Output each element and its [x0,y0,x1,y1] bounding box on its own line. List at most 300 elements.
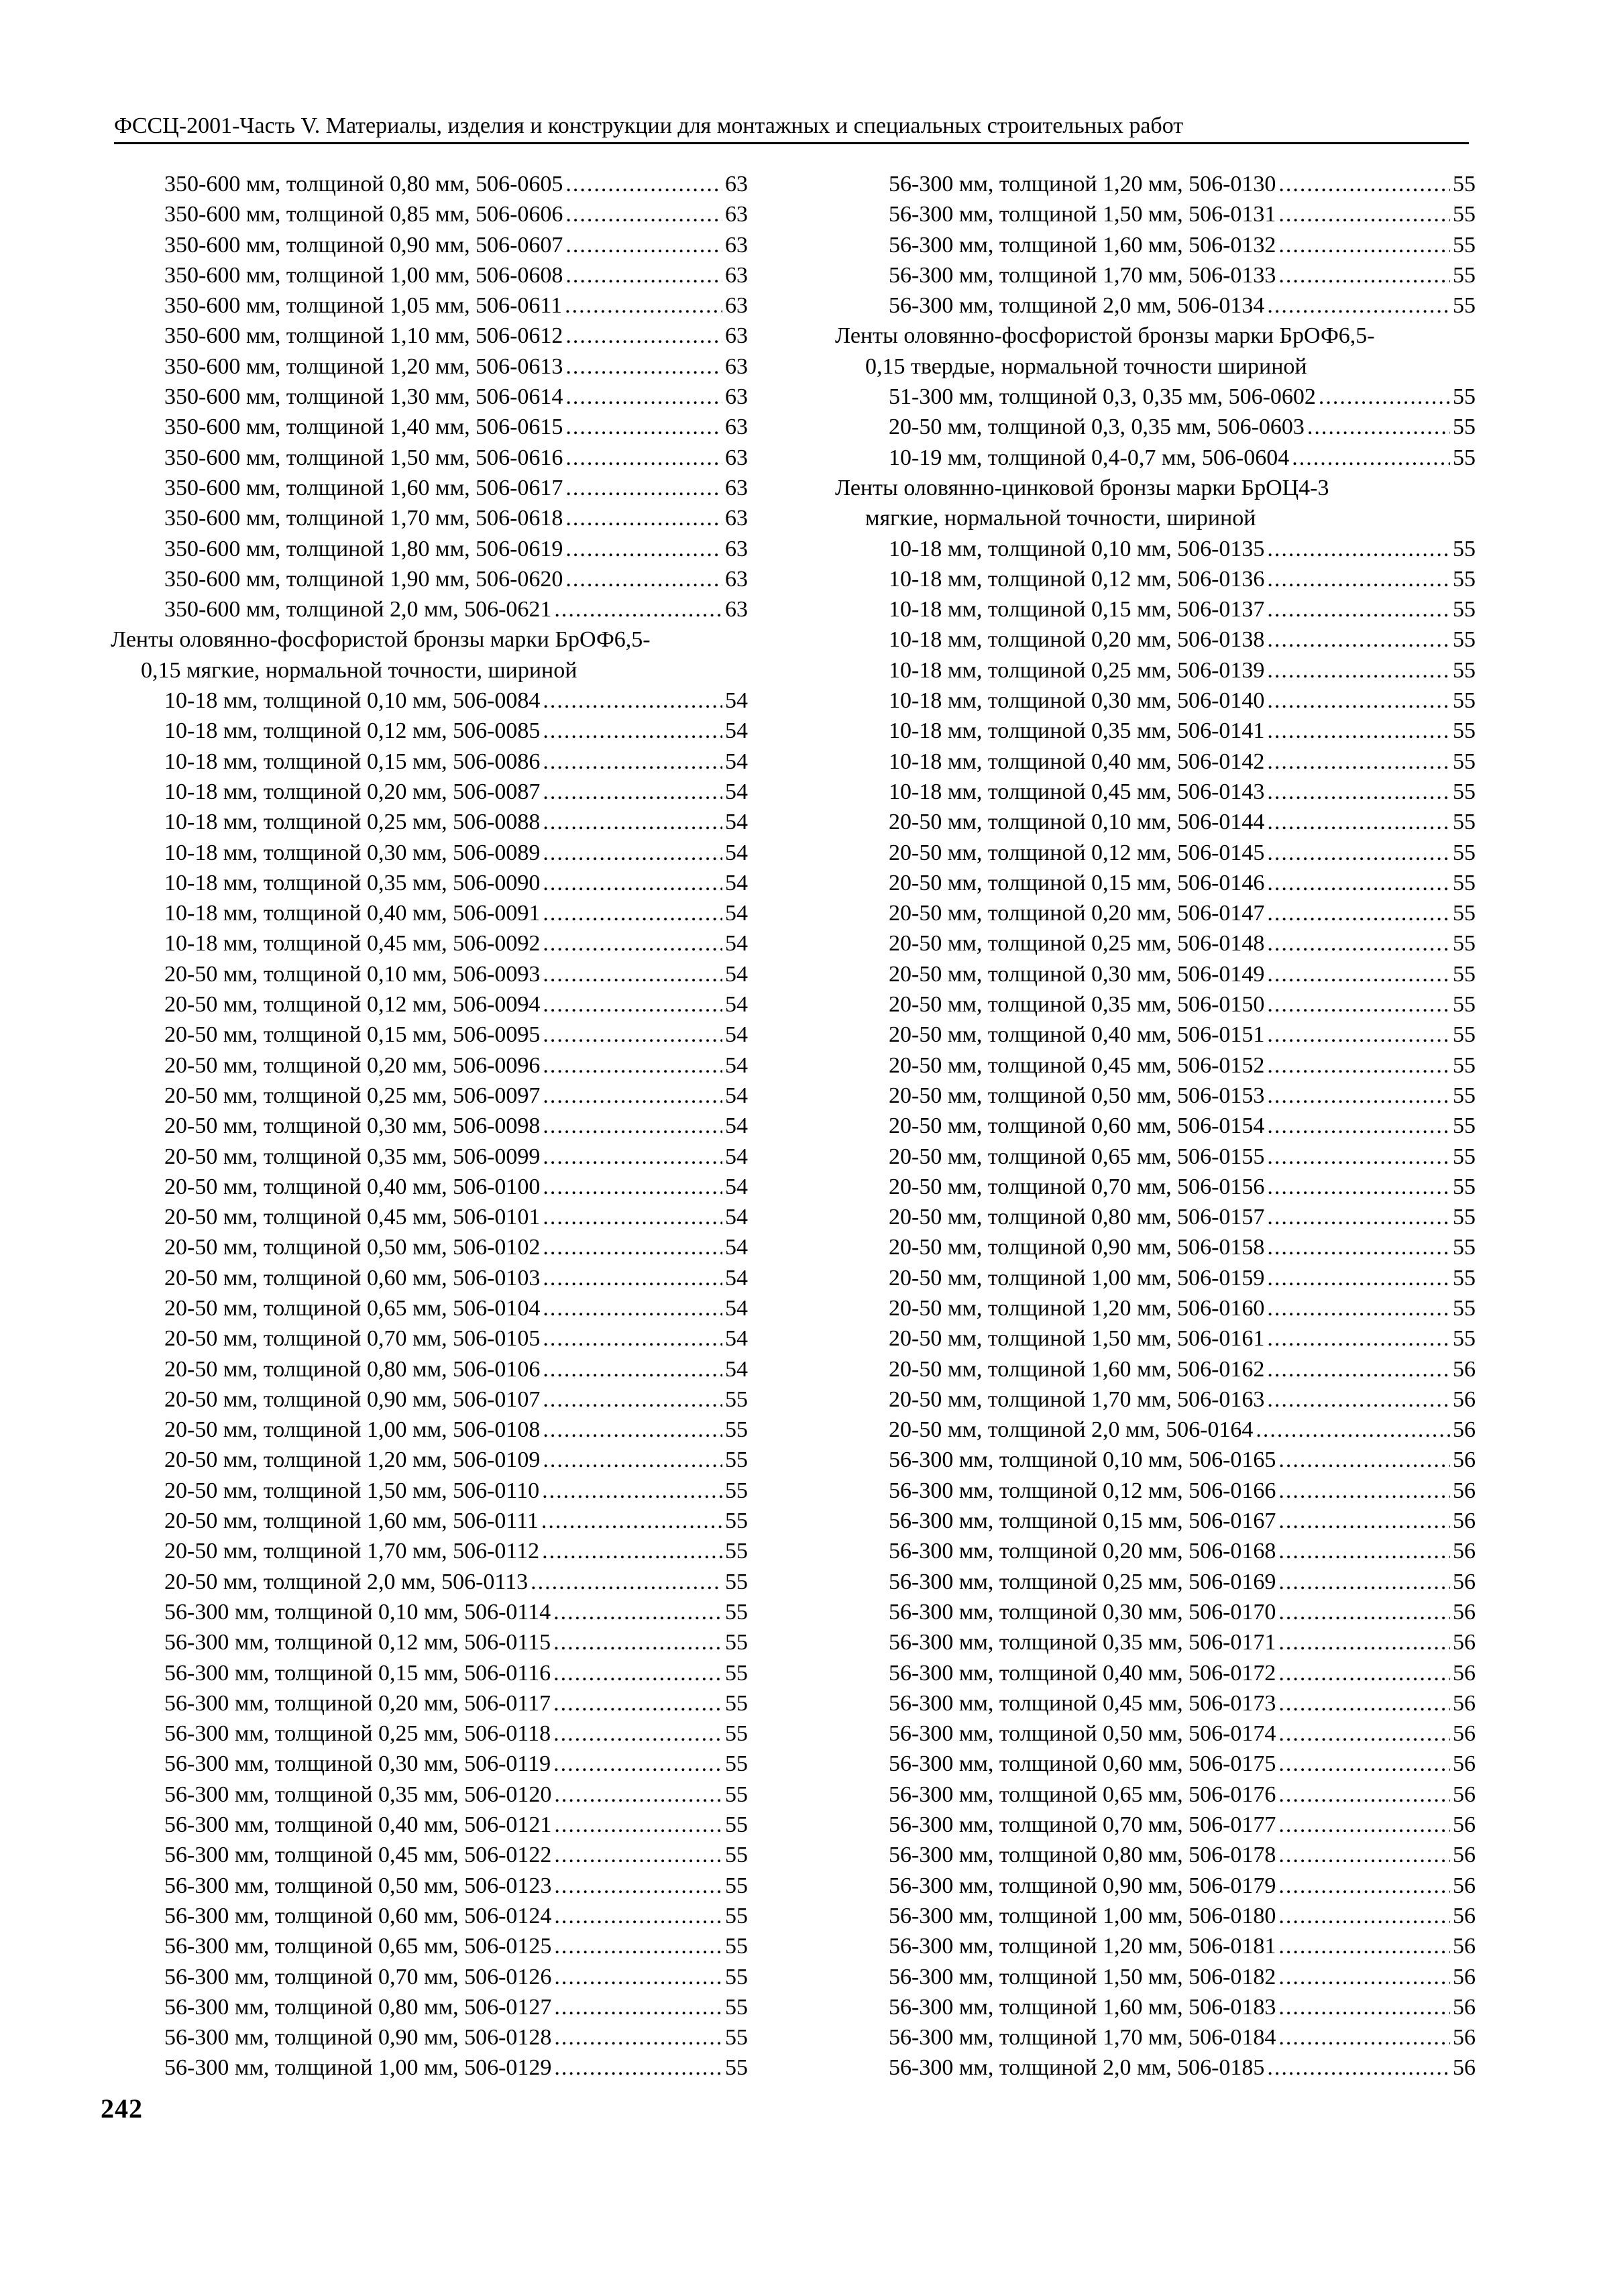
index-entry-text: 10-18 мм, толщиной 0,45 мм, 506-0143 [889,779,1265,804]
index-entry-text: 350-600 мм, толщиной 0,85 мм, 506-0606 [164,202,563,227]
index-entry-text: 56-300 мм, толщиной 0,50 мм, 506-0174 [889,1721,1276,1747]
index-entry [835,2022,1476,2053]
index-entry-page: 55 [725,1721,748,1747]
dot-leader [553,1597,722,1627]
index-entry-text: 10-18 мм, толщиной 0,30 мм, 506-0140 [889,688,1265,714]
index-entry [111,1050,748,1081]
index-entry [111,1536,748,1566]
index-entry [111,2022,748,2053]
index-entry-page: 56 [1453,1721,1476,1747]
index-entry-text: 56-300 мм, толщиной 2,0 мм, 506-0185 [889,2055,1265,2081]
index-entry [111,989,748,1020]
index-entry-text: 20-50 мм, толщиной 0,30 мм, 506-0149 [889,961,1265,987]
index-entry-text: 20-50 мм, толщиной 0,35 мм, 506-0150 [889,992,1265,1018]
index-entry-text: 350-600 мм, толщиной 1,90 мм, 506-0620 [164,566,563,592]
index-entry-text: 10-18 мм, толщиной 0,10 мм, 506-0084 [164,688,541,714]
index-entry-text: 10-18 мм, толщиной 0,35 мм, 506-0090 [164,870,541,895]
index-entry-text: 20-50 мм, толщиной 0,10 мм, 506-0144 [889,810,1265,835]
index-entry [835,1323,1476,1354]
index-entry-page: 55 [1453,931,1476,956]
index-entry [111,1081,748,1111]
index-entry-page: 55 [725,1903,748,1928]
index-entry-page: 55 [1453,657,1476,683]
dot-leader [543,1020,722,1050]
index-entry-text: 56-300 мм, толщиной 1,70 мм, 506-0184 [889,2025,1276,2051]
dot-leader [543,807,722,837]
index-entry [835,1415,1476,1445]
index-entry [111,1506,748,1536]
index-entry [835,1476,1476,1506]
dot-leader [1267,1232,1450,1262]
index-heading [111,624,748,655]
index-entry-text: 56-300 мм, толщиной 1,20 мм, 506-0181 [889,1934,1276,1959]
dot-leader [1256,1415,1450,1445]
index-entry-page: 54 [725,1235,748,1260]
index-entry [835,564,1476,594]
index-entry-page: 55 [725,1812,748,1838]
dot-leader [1267,747,1450,777]
dot-leader [543,686,722,716]
index-entry-page: 56 [1453,1751,1476,1777]
index-entry-text: 10-18 мм, толщиной 0,12 мм, 506-0136 [889,566,1265,592]
index-entry-page: 63 [725,415,748,440]
dot-leader [1278,2022,1450,2053]
dot-leader [565,443,722,473]
dot-leader [543,1354,722,1384]
index-entry-page: 55 [1453,749,1476,774]
index-entry-page: 55 [725,1660,748,1686]
index-entry-text: 20-50 мм, толщиной 1,60 мм, 506-0111 [164,1509,539,1534]
index-entry-page: 55 [1453,961,1476,987]
dot-leader [1319,382,1450,412]
index-entry-text: 350-600 мм, толщиной 1,50 мм, 506-0616 [164,445,563,470]
index-entry [835,1718,1476,1749]
index-entry-page: 55 [725,1569,748,1594]
index-entry-page: 54 [725,1265,748,1291]
index-entry [111,1415,748,1445]
index-entry [111,1293,748,1323]
index-heading-text: Ленты оловянно-цинковой бронзы марки БрОЦ4-3 [835,475,1329,500]
dot-leader [565,260,722,290]
dot-leader [553,1749,722,1779]
index-entry-text: 56-300 мм, толщиной 0,65 мм, 506-0176 [889,1782,1276,1807]
index-entry [111,1658,748,1688]
index-entry-page: 54 [725,1326,748,1352]
index-entry [835,655,1476,686]
dot-leader [1267,1323,1450,1354]
index-entry [111,1871,748,1901]
index-entry-page: 56 [1453,2025,1476,2051]
dot-leader [1267,898,1450,928]
index-entry [835,1627,1476,1657]
index-entry [111,1992,748,2022]
index-entry-page: 63 [725,506,748,531]
index-entry [111,868,748,898]
dot-leader [1267,1202,1450,1232]
index-entry-page: 55 [725,1690,748,1716]
index-entry [835,1111,1476,1141]
index-entry [835,230,1476,260]
index-entry-page: 56 [1453,1843,1476,1868]
index-entry-page: 55 [1453,1205,1476,1230]
index-entry-page: 55 [725,1994,748,2020]
index-entry [111,290,748,321]
dot-leader [1278,1688,1450,1718]
index-entry-page: 56 [1453,1509,1476,1534]
index-entry-text: 10-18 мм, толщиной 0,20 мм, 506-0087 [164,779,541,804]
dot-leader [554,2022,722,2053]
index-entry [835,443,1476,473]
dot-leader [1278,1780,1450,1810]
index-entry [835,1871,1476,1901]
index-entry-page: 56 [1453,1873,1476,1898]
index-entry [835,1293,1476,1323]
dot-leader [1278,1476,1450,1506]
dot-leader [1278,1931,1450,1961]
index-entry [835,1050,1476,1081]
index-entry [111,1931,748,1961]
index-entry-page: 55 [1453,1174,1476,1199]
index-entry [835,777,1476,807]
index-entry [835,1506,1476,1536]
index-entry-page: 56 [1453,1964,1476,1989]
index-entry [835,1688,1476,1718]
index-entry-text: 20-50 мм, толщиной 1,50 мм, 506-0110 [164,1478,540,1503]
index-entry-page: 63 [725,323,748,349]
dot-leader [1267,655,1450,686]
dot-leader [1278,1445,1450,1475]
dot-leader [1267,807,1450,837]
index-entry-text: 20-50 мм, толщиной 0,40 мм, 506-0100 [164,1174,541,1199]
index-entry-text: 20-50 мм, толщиной 0,45 мм, 506-0152 [889,1052,1265,1078]
index-entry-text: 350-600 мм, толщиной 1,60 мм, 506-0617 [164,475,563,500]
index-entry [835,807,1476,837]
dot-leader [565,321,722,351]
index-entry-text: 20-50 мм, толщиной 0,25 мм, 506-0097 [164,1083,541,1108]
index-entry-text: 350-600 мм, толщиной 1,10 мм, 506-0612 [164,323,563,349]
index-heading-text: Ленты оловянно-фосфористой бронзы марки БрОФ6,5- [835,323,1375,349]
dot-leader [565,503,722,533]
dot-leader [543,1232,722,1262]
index-entry-text: 20-50 мм, толщиной 0,90 мм, 506-0107 [164,1386,541,1412]
index-entry-page: 55 [1453,840,1476,865]
index-entry-text: 56-300 мм, толщиной 0,35 мм, 506-0171 [889,1630,1276,1655]
dot-leader [1267,534,1450,564]
index-entry [111,1354,748,1384]
index-entry-page: 55 [725,2025,748,2051]
index-entry-text: 56-300 мм, толщиной 0,30 мм, 506-0119 [164,1751,551,1777]
index-entry-text: 10-18 мм, толщиной 0,12 мм, 506-0085 [164,718,541,744]
index-entry-text: 350-600 мм, толщиной 1,40 мм, 506-0615 [164,415,563,440]
index-heading-text: 0,15 мягкие, нормальной точности, шириной [141,657,577,683]
index-entry-text: 350-600 мм, толщиной 1,30 мм, 506-0614 [164,384,563,410]
dot-leader [554,1871,722,1901]
index-entry-page: 55 [725,1782,748,1807]
dot-leader [565,169,722,199]
index-entry-page: 55 [1453,445,1476,470]
index-entry-page: 55 [1453,536,1476,561]
index-entry-text: 10-18 мм, толщиной 0,40 мм, 506-0142 [889,749,1265,774]
index-entry-text: 20-50 мм, толщиной 0,80 мм, 506-0106 [164,1356,541,1382]
index-entry-page: 55 [1453,566,1476,592]
index-entry [111,199,748,229]
index-entry-page: 56 [1453,1356,1476,1382]
dot-leader [1267,1111,1450,1141]
index-entry-page: 55 [1453,779,1476,804]
index-heading-continuation [835,503,1476,533]
index-entry-page: 55 [725,2055,748,2081]
index-entry-page: 54 [725,870,748,895]
index-entry-text: 56-300 мм, толщиной 0,15 мм, 506-0167 [889,1509,1276,1534]
index-entry [111,321,748,351]
index-entry-page: 54 [725,688,748,714]
index-entry [111,594,748,624]
index-entry [835,1992,1476,2022]
index-entry-text: 10-18 мм, толщиной 0,25 мм, 506-0139 [889,657,1265,683]
dot-leader [554,1931,722,1961]
index-entry [111,1323,748,1354]
index-entry [111,564,748,594]
index-entry-page: 55 [725,1599,748,1625]
dot-leader [553,1718,722,1749]
index-entry [835,2053,1476,2083]
index-entry-text: 56-300 мм, толщиной 0,20 мм, 506-0117 [164,1690,551,1716]
index-entry [111,777,748,807]
dot-leader [1267,1050,1450,1081]
index-entry-text: 56-300 мм, толщиной 0,90 мм, 506-0128 [164,2025,552,2051]
dot-leader [1278,1749,1450,1779]
index-entry-page: 55 [1453,718,1476,744]
index-entry-page: 55 [725,1386,748,1412]
dot-leader [1278,230,1450,260]
dot-leader [1278,260,1450,290]
dot-leader [543,989,722,1020]
index-entry [835,1142,1476,1172]
dot-leader [565,564,722,594]
index-entry-text: 56-300 мм, толщиной 0,80 мм, 506-0127 [164,1994,552,2020]
index-entry-text: 20-50 мм, толщиной 0,20 мм, 506-0147 [889,901,1265,926]
index-column-right [835,169,1476,2083]
index-entry [835,838,1476,868]
index-entry-text: 56-300 мм, толщиной 0,40 мм, 506-0172 [889,1660,1276,1686]
dot-leader [543,898,722,928]
index-entry-page: 55 [725,1539,748,1564]
index-entry-text: 350-600 мм, толщиной 1,05 мм, 506-0611 [164,293,563,319]
index-entry-page: 56 [1453,1569,1476,1594]
index-entry-text: 20-50 мм, толщиной 2,0 мм, 506-0164 [889,1417,1254,1443]
index-entry-text: 20-50 мм, толщиной 0,65 мм, 506-0155 [889,1144,1265,1169]
index-entry [835,382,1476,412]
dot-leader [542,1536,722,1566]
index-entry-page: 56 [1453,1812,1476,1838]
index-entry [835,290,1476,321]
index-entry-text: 20-50 мм, толщиной 1,70 мм, 506-0163 [889,1386,1265,1412]
index-entry-page: 54 [725,840,748,865]
index-entry [835,1810,1476,1840]
index-entry-text: 56-300 мм, толщиной 0,15 мм, 506-0116 [164,1660,551,1686]
index-entry-page: 63 [725,445,748,470]
index-entry-page: 55 [725,1934,748,1959]
index-entry [111,1962,748,1992]
index-entry [111,1202,748,1232]
index-entry-page: 55 [1453,597,1476,622]
index-heading-continuation [835,351,1476,382]
index-entry [111,928,748,959]
index-entry-text: 350-600 мм, толщиной 1,70 мм, 506-0618 [164,506,563,531]
index-entry-page: 55 [1453,810,1476,835]
index-entry [835,1840,1476,1870]
index-entry-text: 10-18 мм, толщиной 0,40 мм, 506-0091 [164,901,541,926]
index-entry [111,1810,748,1840]
index-entry-page: 55 [1453,202,1476,227]
index-entry-text: 20-50 мм, толщиной 1,70 мм, 506-0112 [164,1539,540,1564]
index-entry-text: 56-300 мм, толщиной 0,45 мм, 506-0122 [164,1843,552,1868]
index-column-left [111,169,748,2083]
index-entry-text: 20-50 мм, толщиной 0,80 мм, 506-0157 [889,1205,1265,1230]
dot-leader [1267,290,1450,321]
dot-leader [542,1476,722,1506]
index-entry-text: 51-300 мм, толщиной 0,3, 0,35 мм, 506-0602 [889,384,1316,410]
index-entry-text: 350-600 мм, толщиной 1,00 мм, 506-0608 [164,262,563,288]
index-entry [111,473,748,503]
index-entry-page: 56 [1453,1994,1476,2020]
index-entry-text: 20-50 мм, толщиной 0,45 мм, 506-0101 [164,1205,541,1230]
index-entry-text: 56-300 мм, толщиной 1,60 мм, 506-0183 [889,1994,1276,2020]
dot-leader [553,1688,722,1718]
index-entry [111,716,748,746]
index-entry-page: 63 [725,353,748,379]
index-entry-text: 20-50 мм, толщиной 0,35 мм, 506-0099 [164,1144,541,1169]
index-entry-page: 54 [725,1083,748,1108]
dot-leader [554,1780,722,1810]
index-entry-page: 56 [1453,1417,1476,1443]
index-entry [111,1172,748,1202]
dot-leader [1267,686,1450,716]
dot-leader [543,777,722,807]
index-entry-text: 350-600 мм, толщиной 1,80 мм, 506-0619 [164,536,563,561]
index-entry-page: 63 [725,262,748,288]
index-entry-page: 55 [725,1751,748,1777]
dot-leader [1267,838,1450,868]
index-entry-text: 56-300 мм, толщиной 0,45 мм, 506-0173 [889,1690,1276,1716]
dot-leader [1267,564,1450,594]
dot-leader [1278,1840,1450,1870]
index-entry-text: 10-18 мм, толщиной 0,30 мм, 506-0089 [164,840,541,865]
index-entry-text: 56-300 мм, толщиной 1,00 мм, 506-0129 [164,2055,552,2081]
index-entry-text: 20-50 мм, толщиной 1,20 мм, 506-0109 [164,1447,541,1473]
dot-leader [1267,2053,1450,2083]
index-entry-page: 55 [1453,688,1476,714]
index-entry-page: 55 [725,1509,748,1534]
dot-leader [1267,716,1450,746]
index-entry-page: 55 [1453,1113,1476,1139]
index-entry [835,1962,1476,1992]
index-entry-text: 56-300 мм, толщиной 0,80 мм, 506-0178 [889,1843,1276,1868]
index-entry [111,1840,748,1870]
index-entry-page: 55 [1453,1083,1476,1108]
index-entry-text: 56-300 мм, толщиной 0,20 мм, 506-0168 [889,1539,1276,1564]
index-heading [835,321,1476,351]
dot-leader [1307,412,1450,442]
index-entry-text: 56-300 мм, толщиной 0,12 мм, 506-0166 [889,1478,1276,1503]
index-entry [835,989,1476,1020]
index-entry [111,1476,748,1506]
index-entry-text: 20-50 мм, толщиной 0,10 мм, 506-0093 [164,961,541,987]
dot-leader [565,412,722,442]
index-entry-page: 63 [725,202,748,227]
dot-leader [1267,1354,1450,1384]
index-entry-page: 55 [1453,1235,1476,1260]
index-entry [835,1780,1476,1810]
index-entry-page: 55 [1453,1326,1476,1352]
index-entry [835,1202,1476,1232]
index-entry-page: 55 [725,1630,748,1655]
index-entry [835,686,1476,716]
dot-leader [1267,959,1450,989]
index-entry-text: 20-50 мм, толщиной 1,00 мм, 506-0159 [889,1265,1265,1291]
index-entry-page: 56 [1453,1447,1476,1473]
index-entry-text: 20-50 мм, толщиной 0,15 мм, 506-0095 [164,1022,541,1048]
index-entry [111,1749,748,1779]
index-entry [111,1780,748,1810]
dot-leader [1278,1597,1450,1627]
dot-leader [543,1172,722,1202]
index-entry-text: 20-50 мм, толщиной 0,12 мм, 506-0145 [889,840,1265,865]
dot-leader [554,2053,722,2083]
index-entry-page: 54 [725,779,748,804]
index-entry-page: 56 [1453,1782,1476,1807]
index-entry [835,716,1476,746]
index-entry [835,1597,1476,1627]
index-entry [111,1263,748,1293]
index-entry-page: 55 [1453,627,1476,653]
index-entry-text: 56-300 мм, толщиной 0,30 мм, 506-0170 [889,1599,1276,1625]
index-entry-text: 20-50 мм, толщиной 0,65 мм, 506-0104 [164,1295,541,1321]
index-entry-page: 55 [1453,1052,1476,1078]
dot-leader [543,1293,722,1323]
dot-leader [553,1658,722,1688]
index-entry-text: 10-18 мм, толщиной 0,15 мм, 506-0086 [164,749,541,774]
index-entry-text: 56-300 мм, толщиной 0,40 мм, 506-0121 [164,1812,552,1838]
dot-leader [543,1384,722,1415]
index-entry [111,898,748,928]
dot-leader [543,959,722,989]
index-entry-text: 20-50 мм, толщиной 1,50 мм, 506-0161 [889,1326,1265,1352]
index-entry-text: 20-50 мм, толщиной 2,0 мм, 506-0113 [164,1569,529,1594]
index-entry-text: 56-300 мм, толщиной 0,70 мм, 506-0177 [889,1812,1276,1838]
index-entry [835,1081,1476,1111]
dot-leader [1292,443,1450,473]
index-entry-text: 20-50 мм, толщиной 0,90 мм, 506-0158 [889,1235,1265,1260]
index-entry-page: 63 [725,384,748,410]
index-entry-text: 20-50 мм, толщиной 0,20 мм, 506-0096 [164,1052,541,1078]
index-entry [111,1567,748,1597]
dot-leader [1267,1293,1450,1323]
dot-leader [1267,1384,1450,1415]
index-entry-text: 350-600 мм, толщиной 1,20 мм, 506-0613 [164,353,563,379]
dot-leader [1267,777,1450,807]
dot-leader [541,1506,722,1536]
index-entry-page: 55 [1453,1265,1476,1291]
index-entry [835,1354,1476,1384]
index-entry-page: 56 [1453,1478,1476,1503]
index-entry-page: 56 [1453,1386,1476,1412]
index-entry [111,260,748,290]
dot-leader [553,1627,722,1657]
index-entry-text: 20-50 мм, толщиной 0,12 мм, 506-0094 [164,992,541,1018]
index-entry [835,1536,1476,1566]
dot-leader [1267,868,1450,898]
